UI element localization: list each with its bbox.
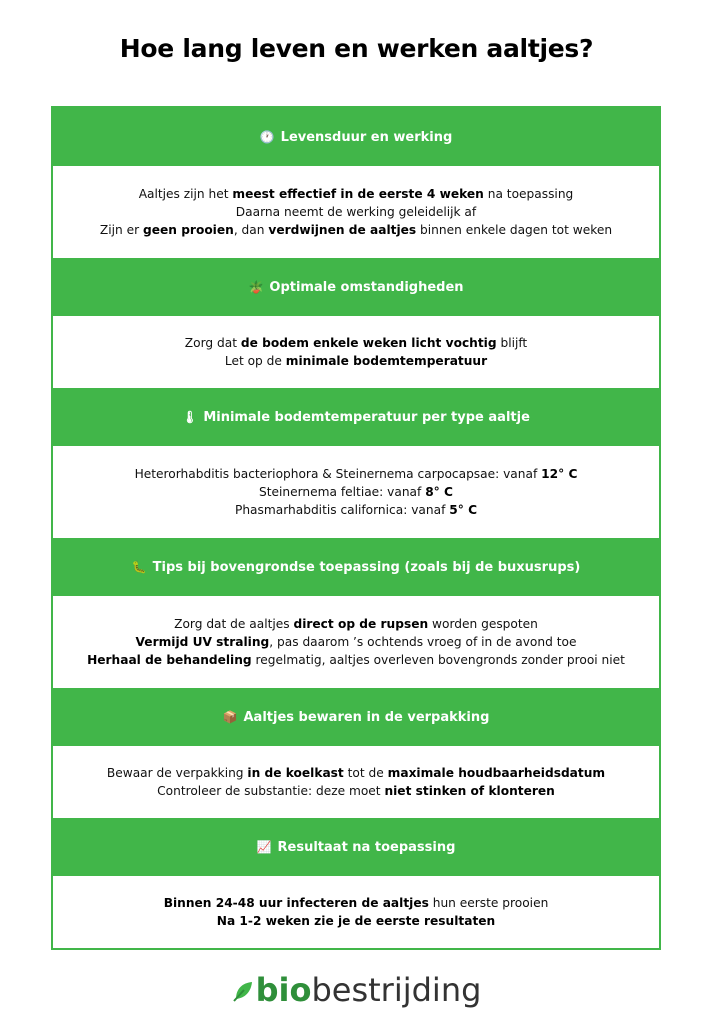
section-header-resultaat — [53, 818, 659, 876]
info-table — [51, 106, 661, 950]
text: Bewaar de verpakking — [106, 766, 248, 780]
page-title: Hoe lang leven en werken aaltjes? — [119, 34, 594, 63]
section-body — [53, 596, 659, 688]
section-header-tips — [53, 538, 659, 596]
section-header-label: Minimale bodemtemperatuur per type aaltje — [203, 409, 530, 425]
bold-text: geen prooien — [143, 223, 234, 237]
package-icon: 📦 — [222, 710, 238, 724]
section-line — [53, 764, 659, 782]
section-body — [53, 446, 659, 538]
text: Let op de — [224, 354, 286, 368]
plant-icon: 🪴 — [248, 280, 264, 294]
text: tot de — [343, 766, 388, 780]
text: Daarna neemt de werking geleidelijk af — [235, 205, 477, 219]
section-line — [53, 334, 659, 352]
text: Steinernema feltiae: vanaf — [259, 485, 426, 499]
section-line — [53, 894, 659, 912]
logo-text-bio: bio — [255, 971, 312, 1009]
bold-text: 5° C — [449, 503, 478, 517]
caterpillar-icon: 🐛 — [131, 560, 147, 574]
chart-icon: 📈 — [256, 840, 272, 854]
clock-icon: 🕐 — [259, 130, 275, 144]
bold-text: Herhaal de behandeling — [87, 653, 252, 667]
section-header-label: Levensduur en werking — [280, 129, 453, 145]
bold-text: in de koelkast — [247, 766, 344, 780]
text: blijft — [496, 336, 528, 350]
section-header-label: Aaltjes bewaren in de verpakking — [243, 709, 490, 725]
text: Aaltjes zijn het — [138, 187, 233, 201]
text: Zorg dat de aaltjes — [174, 617, 294, 631]
section-header-label: Optimale omstandigheden — [269, 279, 464, 295]
text: Phasmarhabditis californica: vanaf — [234, 503, 450, 517]
text: Controleer de substantie: deze moet — [157, 784, 385, 798]
section-header-omstandigheden — [53, 258, 659, 316]
section-body — [53, 746, 659, 818]
section-header-levensduur — [53, 108, 659, 166]
section-body — [53, 876, 659, 948]
text: Heterorhabditis bacteriophora & Steinernema carpocapsae: vanaf — [134, 467, 542, 481]
brand-logo — [0, 970, 713, 1010]
thermometer-icon: 🌡 — [182, 410, 198, 424]
bold-text: de bodem enkele weken licht vochtig — [240, 336, 497, 350]
bold-text: minimale bodemtemperatuur — [285, 354, 488, 368]
text: Zorg dat — [184, 336, 241, 350]
bold-text: Binnen 24-48 uur infecteren de aaltjes — [163, 896, 429, 910]
section-line — [53, 483, 659, 501]
bold-text: niet stinken of klonteren — [384, 784, 555, 798]
logo-text-bestrijding: bestrijding — [311, 971, 482, 1009]
section-body — [53, 316, 659, 388]
bold-text: verdwijnen de aaltjes — [268, 223, 417, 237]
section-line — [53, 615, 659, 633]
section-body — [53, 166, 659, 258]
bold-text: maximale houdbaarheidsdatum — [387, 766, 606, 780]
text: Zijn er — [99, 223, 144, 237]
section-line — [53, 912, 659, 930]
text: hun eerste prooien — [428, 896, 549, 910]
text: regelmatig, aaltjes overleven bovengronds zonder prooi niet — [251, 653, 625, 667]
section-header-label: Tips bij bovengrondse toepassing (zoals bij de buxusrups) — [152, 559, 581, 575]
section-line — [53, 651, 659, 669]
section-line — [53, 203, 659, 221]
leaf-icon — [232, 979, 254, 1003]
section-line — [53, 465, 659, 483]
section-line — [53, 185, 659, 203]
section-line — [53, 501, 659, 519]
text: , pas daarom ’s ochtends vroeg of in de avond toe — [269, 635, 577, 649]
section-line — [53, 352, 659, 370]
text: worden gespoten — [428, 617, 538, 631]
text: , dan — [233, 223, 269, 237]
text: na toepassing — [483, 187, 574, 201]
bold-text: meest effectief in de eerste 4 weken — [232, 187, 484, 201]
section-line — [53, 633, 659, 651]
section-header-temperatuur — [53, 388, 659, 446]
text: binnen enkele dagen tot weken — [416, 223, 613, 237]
bold-text: 12° C — [541, 467, 578, 481]
bold-text: direct op de rupsen — [293, 617, 429, 631]
section-line — [53, 782, 659, 800]
bold-text: Vermijd UV straling — [135, 635, 270, 649]
bold-text: Na 1-2 weken zie je de eerste resultaten — [216, 914, 496, 928]
bold-text: 8° C — [425, 485, 453, 499]
section-header-label: Resultaat na toepassing — [277, 839, 456, 855]
section-line — [53, 221, 659, 239]
section-header-bewaren — [53, 688, 659, 746]
